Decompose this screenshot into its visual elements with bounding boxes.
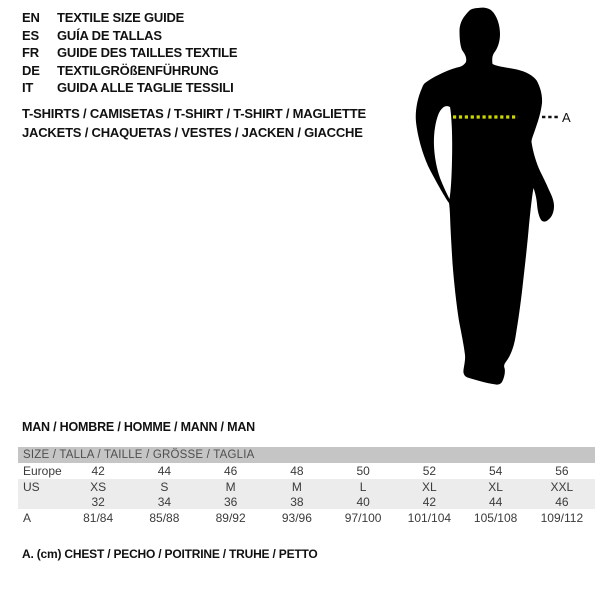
language-row-en (22, 9, 237, 27)
table-cell: 56 (555, 464, 569, 478)
row-label: US (23, 480, 40, 494)
section-title-man: MAN / HOMBRE / HOMME / MANN / MAN (22, 420, 255, 434)
table-cell: 32 (91, 495, 105, 509)
language-row-it (22, 79, 237, 97)
language-row-de (22, 62, 237, 80)
table-cell: 97/100 (344, 511, 382, 525)
table-row-chest-a (18, 509, 595, 527)
table-cell: 52 (422, 464, 437, 478)
language-code: IT (22, 80, 34, 95)
language-label: TEXTILGRÖßENFÜHRUNG (57, 62, 219, 78)
table-cell: 46 (555, 495, 569, 509)
language-code: DE (22, 62, 40, 78)
arm-torso-gap (434, 106, 452, 199)
table-cell: XS (90, 480, 107, 494)
table-row-europe (18, 463, 595, 479)
table-row-numeric (18, 496, 595, 509)
man-silhouette-svg (400, 0, 600, 400)
language-label: TEXTILE SIZE GUIDE (57, 10, 185, 25)
table-cell: 48 (290, 464, 304, 478)
product-line-tshirts: T-SHIRTS / CAMISETAS / T-SHIRT / T-SHIRT / MAGLIETTE (22, 106, 366, 121)
table-cell: XL (488, 480, 503, 494)
language-row-fr (22, 44, 237, 62)
language-row-es (22, 27, 237, 45)
row-label: Europe (23, 464, 62, 478)
language-code: FR (22, 45, 39, 60)
language-label: GUÍA DE TALLAS (57, 27, 162, 43)
table-cell: 105/108 (473, 511, 518, 525)
language-list (22, 9, 237, 97)
table-cell: 101/104 (407, 511, 452, 525)
man-silhouette-figure (400, 0, 600, 400)
table-cell: 109/112 (540, 511, 584, 525)
table-cell: 44 (488, 495, 503, 509)
row-label (18, 496, 65, 508)
table-cell: 44 (157, 464, 172, 478)
table-gray-band (18, 479, 595, 509)
table-cell: 85/88 (149, 511, 180, 525)
language-label: GUIDE DES TAILLES TEXTILE (57, 45, 238, 60)
table-row-us (18, 479, 595, 496)
table-cell: 89/92 (215, 511, 246, 525)
table-cell: XXL (550, 480, 574, 494)
table-cell: 40 (356, 495, 370, 509)
language-code: ES (22, 27, 39, 43)
language-label: GUIDA ALLE TAGLIE TESSILI (57, 80, 234, 95)
table-cell: 36 (223, 495, 238, 509)
product-categories (22, 104, 366, 142)
table-cell: M (291, 480, 302, 494)
table-cell: 42 (91, 464, 105, 478)
size-table-header: SIZE / TALLA / TAILLE / GRÖSSE / TAGLIA (18, 447, 595, 463)
measure-label-a: A (562, 110, 571, 125)
table-cell: 54 (488, 464, 503, 478)
table-cell: S (160, 480, 169, 494)
man-silhouette-body (416, 8, 554, 385)
size-table (18, 447, 595, 527)
table-cell: XL (422, 480, 437, 494)
product-line-jackets: JACKETS / CHAQUETAS / VESTES / JACKEN / GIACCHE (22, 125, 363, 140)
table-cell: 46 (223, 464, 238, 478)
table-cell: L (359, 480, 367, 494)
table-cell: 50 (356, 464, 370, 478)
table-cell: 93/96 (281, 511, 312, 525)
language-code: EN (22, 10, 40, 25)
table-cell: M (225, 480, 236, 494)
row-label: A (23, 511, 32, 525)
table-cell: 38 (290, 495, 304, 509)
measurement-footnote: A. (cm) CHEST / PECHO / POITRINE / TRUHE / PETTO (22, 547, 318, 561)
table-cell: 42 (422, 495, 437, 509)
table-cell: 81/84 (83, 511, 114, 525)
table-cell: 34 (157, 495, 172, 509)
